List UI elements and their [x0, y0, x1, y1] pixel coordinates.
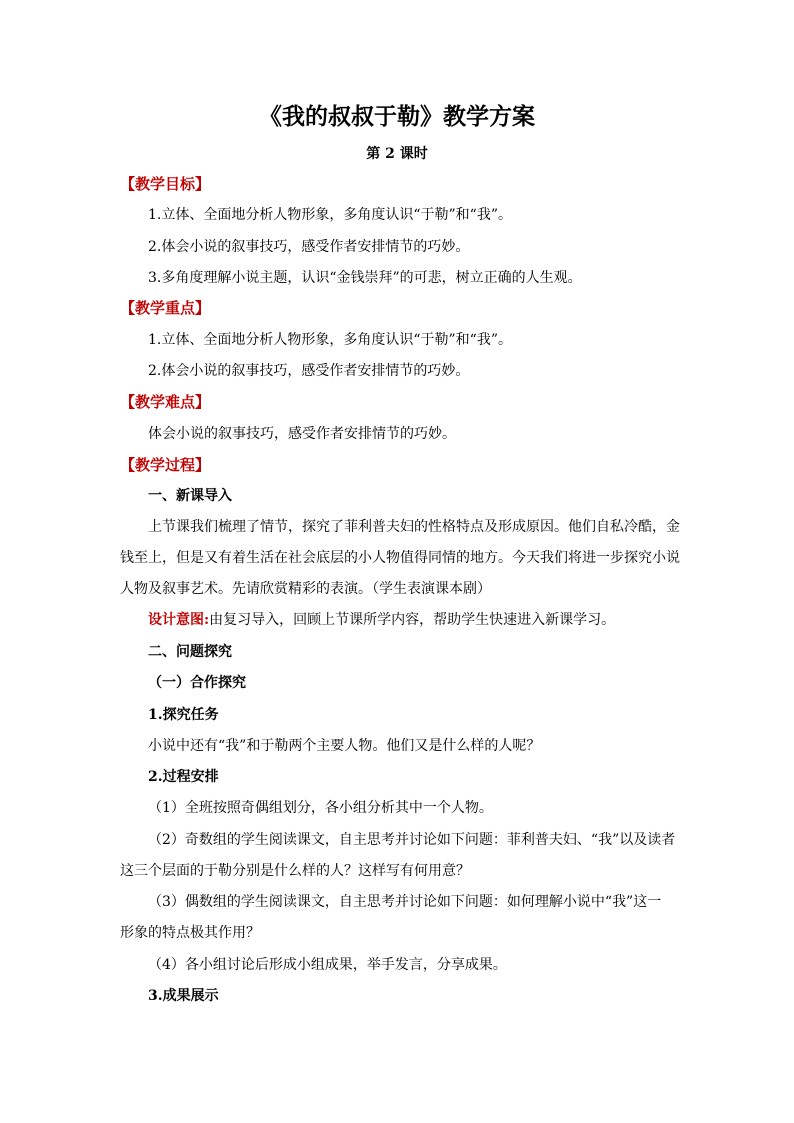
- design-intent-text: 由复习导入，回顾上节课所学内容，帮助学生快速进入新课学习。: [209, 612, 616, 628]
- difficulty-text: 体会小说的叙事技巧，感受作者安排情节的巧妙。: [148, 426, 456, 442]
- key-point-item: 2.体会小说的叙事技巧，感受作者安排情节的巧妙。: [148, 363, 470, 379]
- objective-item: 1.立体、全面地分析人物形象，多角度认识“于勒”和“我”。: [148, 207, 512, 223]
- paragraph-line: 上节课我们梳理了情节，探究了菲利普夫妇的性格特点及形成原因。他们自私冷酷，金: [148, 519, 680, 535]
- section-title: 二、问题探究: [148, 644, 232, 660]
- design-intent-label: 设计意图:: [148, 612, 210, 628]
- key-point-item: 1.立体、全面地分析人物形象，多角度认识“于勒”和“我”。: [148, 332, 512, 348]
- paragraph-line: （4）各小组讨论后形成小组成果，举手发言，分享成果。: [148, 957, 507, 973]
- paragraph-line: 形象的特点极其作用？: [120, 925, 260, 941]
- item-title: 2.过程安排: [148, 769, 219, 785]
- design-intent: [148, 610, 615, 630]
- lesson-number: 第 2 课时: [366, 146, 428, 162]
- document-title: 《我的叔叔于勒》教学方案: [259, 103, 535, 130]
- key-points-heading: 【教学重点】: [120, 299, 211, 317]
- objectives-heading: 【教学目标】: [120, 175, 211, 193]
- paragraph-line: （3）偶数组的学生阅读课文，自主思考并讨论如下问题：如何理解小说中“我”这一: [148, 894, 662, 910]
- paragraph-line: 小说中还有“我”和于勒两个主要人物。他们又是什么样的人呢？: [148, 738, 541, 754]
- paragraph-line: （1）全班按照奇偶组划分，各小组分析其中一个人物。: [148, 800, 493, 816]
- objective-item: 3.多角度理解小说主题，认识“金钱崇拜”的可悲，树立正确的人生观。: [148, 270, 582, 286]
- difficulties-heading: 【教学难点】: [120, 393, 211, 411]
- section-title: 一、新课导入: [148, 488, 232, 504]
- paragraph-line: 钱至上，但是又有着生活在社会底层的小人物值得同情的地方。今天我们将进一步探究小说: [120, 550, 680, 566]
- objective-item: 2.体会小说的叙事技巧，感受作者安排情节的巧妙。: [148, 239, 470, 255]
- paragraph-line: 这三个层面的于勒分别是什么样的人？这样写有何用意？: [120, 863, 470, 879]
- process-heading: 【教学过程】: [120, 456, 211, 474]
- paragraph-line: 人物及叙事艺术。先请欣赏精彩的表演。（学生表演课本剧）: [120, 581, 491, 597]
- paragraph-line: （2）奇数组的学生阅读课文，自主思考并讨论如下问题：菲利普夫妇、“我”以及读者: [148, 832, 676, 848]
- item-title: 1.探究任务: [148, 707, 219, 723]
- item-title: 3.成果展示: [148, 988, 219, 1004]
- subsection-title: （一）合作探究: [148, 675, 246, 691]
